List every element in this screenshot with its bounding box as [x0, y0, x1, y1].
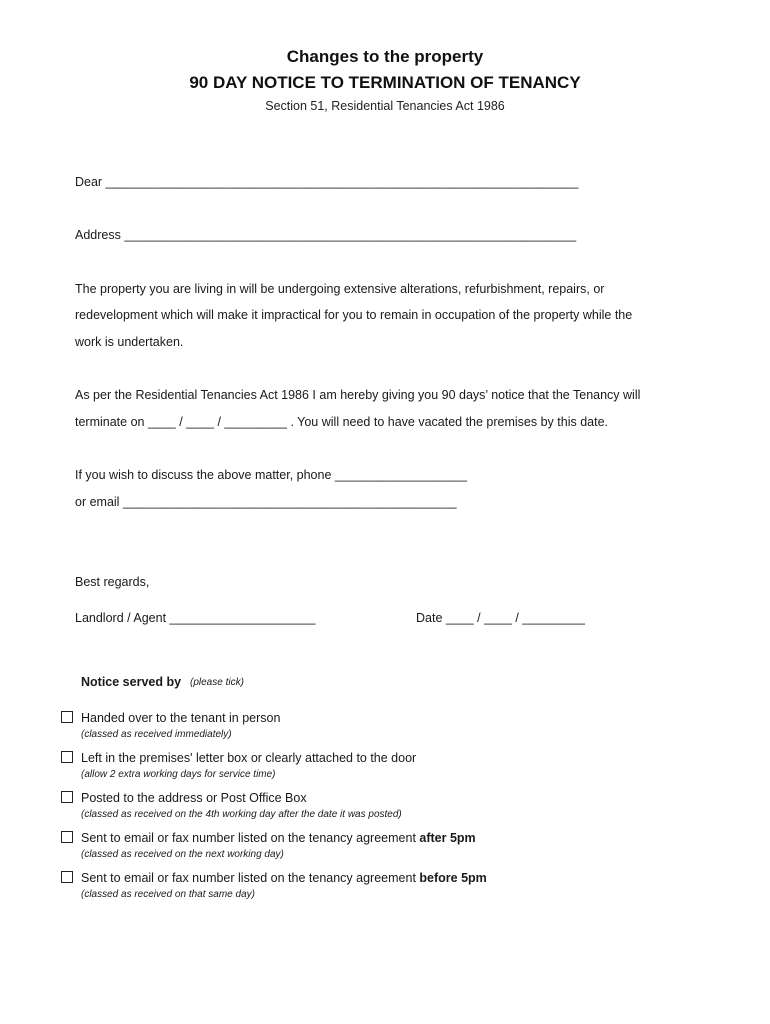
legislation-subtitle: Section 51, Residential Tenancies Act 1986	[265, 99, 505, 113]
notice-served-heading: Notice served by	[81, 675, 182, 689]
landlord-signature-line[interactable]: Landlord / Agent _____________________	[75, 611, 316, 625]
option-label-email-after-5pm	[81, 831, 476, 845]
paragraph1-line1: The property you are living in will be undergoing extensive alterations, refurbishment, repairs, or	[75, 282, 605, 296]
option-label-letter-box: Left in the premises' letter box or clearly attached to the door	[81, 751, 417, 765]
checkbox-email-after-5pm[interactable]	[61, 831, 73, 843]
email-line[interactable]: or email ________________________________________________	[75, 495, 457, 509]
document-title: Changes to the property	[286, 47, 484, 66]
option-note-posted: (classed as received on the 4th working day after the date it was posted)	[81, 809, 402, 820]
dear-line[interactable]: Dear ____________________________________________________________________	[75, 175, 579, 189]
option-label-in-person: Handed over to the tenant in person	[81, 711, 281, 725]
best-regards: Best regards,	[75, 575, 150, 589]
checkbox-letter-box[interactable]	[61, 751, 73, 763]
paragraph1-line3: work is undertaken.	[75, 335, 184, 349]
option-label-email-before-5pm-bold: before 5pm	[419, 871, 487, 885]
paragraph2-line1: As per the Residential Tenancies Act 1986 I am hereby giving you 90 days’ notice that the Tenancy will	[75, 388, 641, 402]
option-label-email-after-5pm-bold: after 5pm	[419, 831, 476, 845]
address-line[interactable]: Address _________________________________________________________________	[75, 228, 577, 242]
option-note-letter-box: (allow 2 extra working days for service time)	[81, 769, 276, 780]
paragraph1-line2: redevelopment which will make it impractical for you to remain in occupation of the property while the	[75, 308, 633, 322]
termination-date-line[interactable]: terminate on ____ / ____ / _________ . You will need to have vacated the premises by this date.	[75, 415, 609, 429]
option-note-email-before-5pm: (classed as received on that same day)	[81, 889, 255, 900]
option-label-email-after-5pm-text: Sent to email or fax number listed on the tenancy agreement	[81, 831, 420, 845]
notice-title: 90 DAY NOTICE TO TERMINATION OF TENANCY	[189, 73, 581, 92]
option-label-posted: Posted to the address or Post Office Box	[81, 791, 307, 805]
option-label-email-before-5pm	[81, 871, 487, 885]
please-tick-instruction: (please tick)	[190, 677, 244, 688]
option-note-in-person: (classed as received immediately)	[81, 729, 232, 740]
option-note-email-after-5pm: (classed as received on the next working day)	[81, 849, 284, 860]
checkbox-in-person[interactable]	[61, 711, 73, 723]
signature-date-line[interactable]: Date ____ / ____ / _________	[416, 611, 585, 625]
phone-line[interactable]: If you wish to discuss the above matter, phone ___________________	[75, 468, 467, 482]
checkbox-email-before-5pm[interactable]	[61, 871, 73, 883]
option-label-email-before-5pm-text: Sent to email or fax number listed on the tenancy agreement	[81, 871, 420, 885]
checkbox-posted[interactable]	[61, 791, 73, 803]
